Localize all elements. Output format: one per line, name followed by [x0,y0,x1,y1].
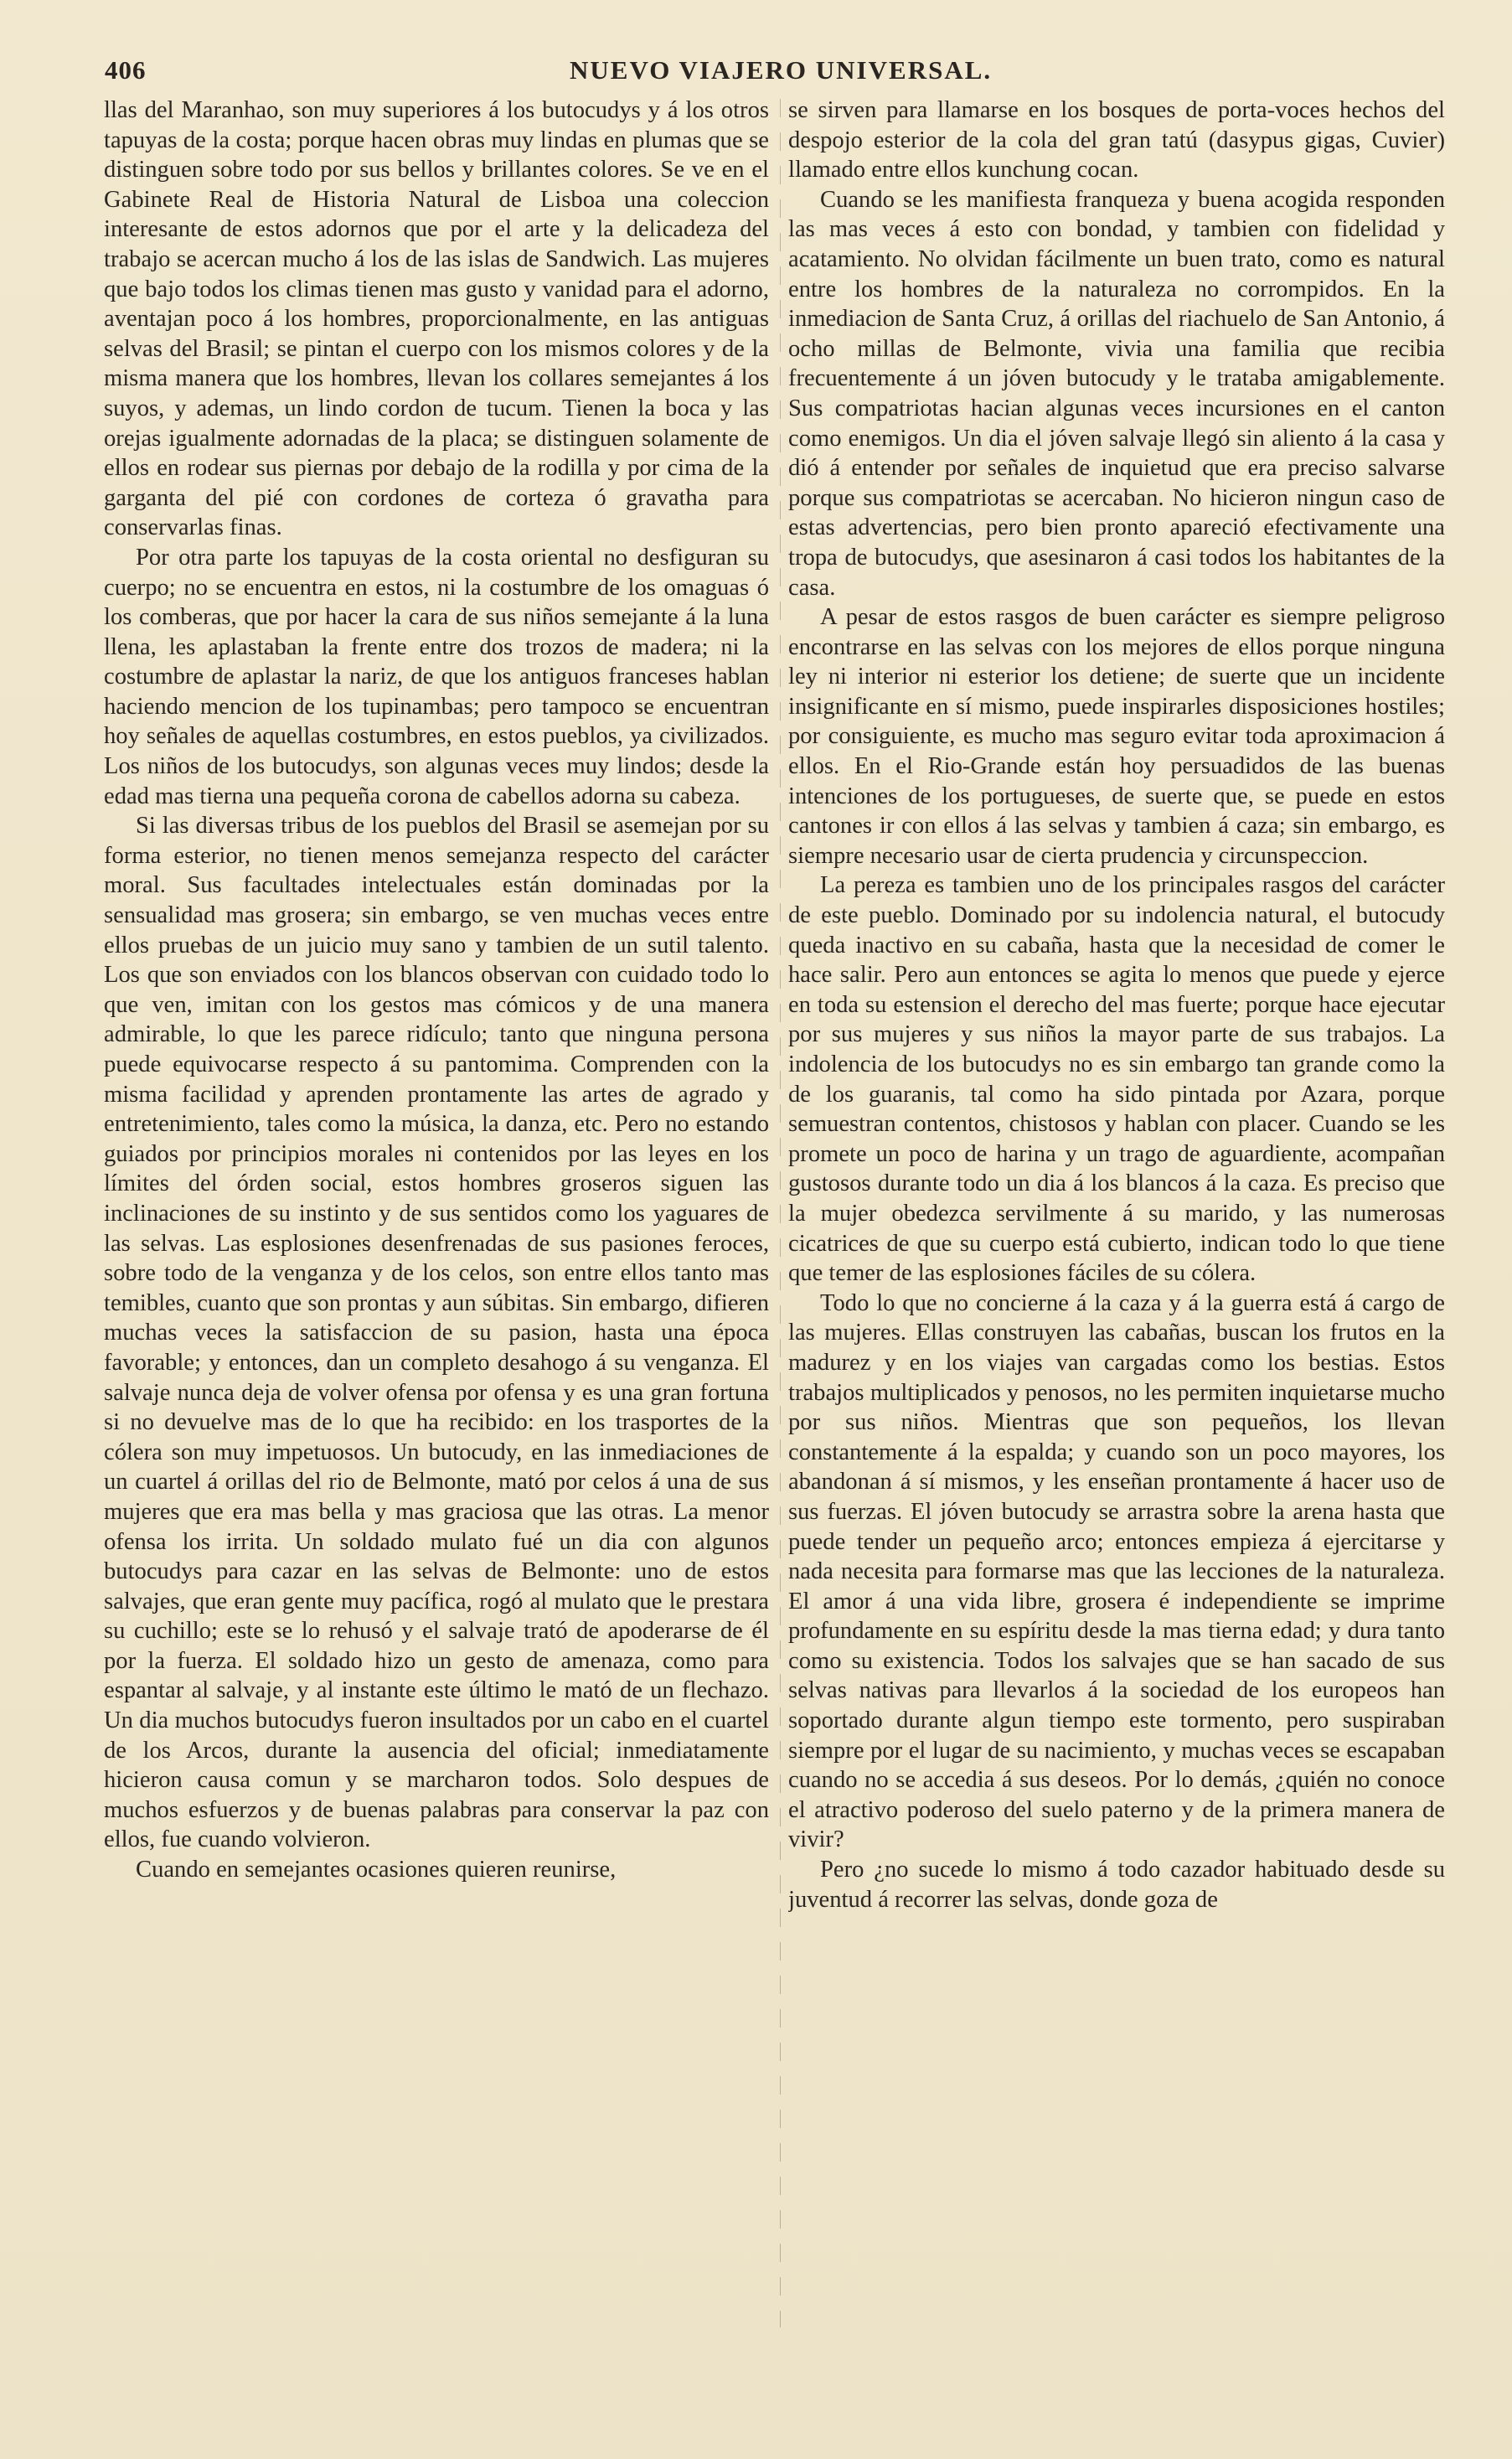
column-divider [780,99,781,2327]
right-paragraph-1: se sirven para llamarse en los bosques de porta-voces hechos del despojo esterior de la cola del gran tatú (dasypus gigas, Cuvier) llamado entre ellos kunchung cocan. [788,97,1445,183]
left-paragraph-3: Si las diversas tribus de los pueblos del Brasil se asemejan por su forma esterior, no tienen menos semejanza respecto del carácter moral. Sus facultades intelectuales están dominadas por la sensualidad mas grosera; sin embargo, se ven muchas veces entre ellos pruebas de un juicio muy sano y tambien de un sutil talento. Los que son enviados con los blancos observan con cuidado todo lo que ven, imitan con los gestos mas cómicos y de una manera admirable, lo que les parece ridículo; tanto que ninguna persona puede equivocarse respecto á su pantomima. Comprenden con la misma facilidad y aprenden prontamente las artes de agrado y entretenimiento, tales como la música, la danza, etc. Pero no estando guiados por principios morales ni contenidos por las leyes en los límites del órden social, estos hombres groseros siguen las inclinaciones de su instinto y de sus sentidos como los yaguares de las selvas. Las esplosiones desenfrenadas de sus pasiones feroces, sobre todo de la venganza y de los celos, son entre ellos tanto mas temibles, cuanto que son prontas y aun súbitas. Sin embargo, difieren muchas veces la satisfaccion de su pasion, hasta una época favorable; y entonces, dan un completo desahogo á su venganza. El salvaje nunca deja de volver ofensa por ofensa y es una gran fortuna si no devuelve mas de lo que ha recibido: en los trasportes de la cólera son muy impetuosos. Un butocudy, en las inmediaciones de un cuartel á orillas del rio de Belmonte, mató por celos á una de sus mujeres que era mas bella y mas graciosa que las otras. La menor ofensa los irrita. Un soldado mulato fué un dia con algunos butocudys para cazar en las selvas de Belmonte: uno de estos salvajes, que eran gente muy pacífica, rogó al mulato que le prestara su cuchillo; este se lo rehusó y el salvaje trató de apoderarse de él por la fuerza. El soldado hizo un gesto de amenaza, como para espantar al salvaje, y al instante este último le mató de un flechazo. Un dia muchos butocudys fueron insultados por un cabo en el cuartel de los Arcos, durante la ausencia del oficial; inmediatamente hicieron causa comun y se marcharon todos. Solo despues de muchos esfuerzos y de buenas palabras para conservar la paz con ellos, fue cuando volvieron. [104,813,769,1853]
left-column [104,96,769,2324]
right-paragraph-2: Cuando se les manifiesta franqueza y buena acogida responden las mas veces á esto con bondad, y tambien con fidelidad y acatamiento. No olvidan fácilmente un buen trato, como es natural entre los hombres de la naturaleza no corrompidos. En la inmediacion de Santa Cruz, á orillas del riachuelo de San Antonio, á ocho millas de Belmonte, vivia una familia que recibia frecuentemente á un jóven butocudy y le trataba amigablemente. Sus compatriotas hacian algunas veces incursiones en el canton como enemigos. Un dia el jóven salvaje llegó sin aliento á la casa y dió á entender por señales de inquietud que era preciso salvarse porque sus compatriotas se acercaban. No hicieron ningun caso de estas advertencias, pero bien pronto apareció efectivamente una tropa de butocudys, que asesinaron á casi todos los habitantes de la casa. [788,186,1445,601]
running-title: NUEVO VIAJERO UNIVERSAL. [570,55,993,85]
right-paragraph-4: La pereza es tambien uno de los principales rasgos del carácter de este pueblo. Dominado por su indolencia natural, el butocudy queda inactivo en su cabaña, hasta que la necesidad de comer le hace salir. Pero aun entonces se agita lo menos que puede y ejerce en toda su estension el derecho del mas fuerte; porque hace ejecutar por sus mujeres y sus niños la mayor parte de sus trabajos. La indolencia de los butocudys no es sin embargo tan grande como la de los guaranis, tal como ha sido pintada por Azara, porque semuestran contentos, chistosos y hablan con placer. Cuando se les promete un poco de harina y un trago de aguardiente, acompañan gustosos durante todo un dia á los blancos á la caza. Es preciso que la mujer obedezca servilmente á su marido, y las numerosas cicatrices de que su cuerpo está cubierto, indican todo lo que tiene que temer de las esplosiones fáciles de su cólera. [788,872,1445,1287]
page-number: 406 [105,55,147,85]
left-paragraph-1: llas del Maranhao, son muy superiores á los butocudys y á los otros tapuyas de la costa; porque hacen obras muy lindas en plumas que se distinguen sobre todo por sus bellos y brillantes colores. Se ve en el Gabinete Real de Historia Natural de Lisboa una coleccion interesante de estos adornos que por el arte y la delicadeza del trabajo se acercan mucho á los de las islas de Sandwich. Las mujeres que bajo todos los climas tienen mas gusto y vanidad para el adorno, aventajan poco á los hombres, proporcionalmente, en las antiguas selvas del Brasil; se pintan el cuerpo con los mismos colores y de la misma manera que los hombres, llevan los collares semejantes á los suyos, y ademas, un lindo cordon de tucum. Tienen la boca y las orejas igualmente adornadas de la placa; se distinguen solamente de ellos en rodear sus piernas por debajo de la rodilla y por cima de la garganta del pié con cordones de corteza ó gravatha para conservarlas finas. [104,97,769,541]
page-header [105,55,1453,92]
left-paragraph-2: Por otra parte los tapuyas de la costa oriental no desfiguran su cuerpo; no se encuentra en estos, ni la costumbre de los omaguas ó los comberas, que por hacer la cara de sus niños semejante á la luna llena, les aplastaban la frente entre dos trozos de madera; ni la costumbre de aplastar la nariz, de que los antiguos franceses hablan haciendo mencion de los tupinambas; pero tampoco se encuentran hoy señales de aquellas costumbres, en estos pueblos, ya civilizados. Los niños de los butocudys, son algunas veces muy lindos; desde la edad mas tierna una pequeña corona de cabellos adorna su cabeza. [104,544,769,809]
right-paragraph-6: Pero ¿no sucede lo mismo á todo cazador habituado desde su juventud á recorrer las selvas, donde goza de [788,1857,1445,1913]
right-column [788,96,1445,2324]
left-paragraph-4: Cuando en semejantes ocasiones quieren reunirse, [136,1857,617,1883]
right-paragraph-3: A pesar de estos rasgos de buen carácter es siempre peligroso encontrarse en las selvas con los mejores de ellos porque ninguna ley ni interior ni esterior los detiene; de suerte que un incidente insignificante en sí mismo, puede inspirarles disposiciones hostiles; por consiguiente, es mucho mas seguro evitar toda aproximacion á ellos. En el Rio-Grande están hoy persuadidos de las buenas intenciones de los portugueses, de suerte que, se puede en estos cantones ir con ellos á las selvas y tambien á caza; sin embargo, es siempre necesario usar de cierta prudencia y circunspeccion. [788,604,1445,869]
right-paragraph-5: Todo lo que no concierne á la caza y á la guerra está á cargo de las mujeres. Ellas construyen las cabañas, buscan los frutos en la madurez y en los viajes van cargadas como los bestias. Estos trabajos multiplicados y penosos, no les permiten inquietarse mucho por sus niños. Mientras que son pequeños, los llevan constantemente á la espalda; y cuando son un poco mayores, los abandonan á sí mismos, y les enseñan prontamente á hacer uso de sus fuerzas. El jóven butocudy se arrastra sobre la arena hasta que puede tender un pequeño arco; entonces empieza á ejercitarse y nada necesita para formarse mas que las lecciones de la naturaleza. El amor á una vida libre, grosera é independiente se imprime profundamente en su espíritu desde la mas tierna edad; y dura tanto como su existencia. Todos los salvajes que se han sacado de sus selvas nativas para llevarlos á la sociedad de los europeos han soportado durante algun tiempo este tormento, pero suspiraban siempre por el lugar de su nacimiento, y muchas veces se escapaban cuando no se accedia á sus deseos. Por lo demás, ¿quién no conoce el atractivo poderoso del suelo paterno y de la primera manera de vivir? [788,1289,1445,1853]
